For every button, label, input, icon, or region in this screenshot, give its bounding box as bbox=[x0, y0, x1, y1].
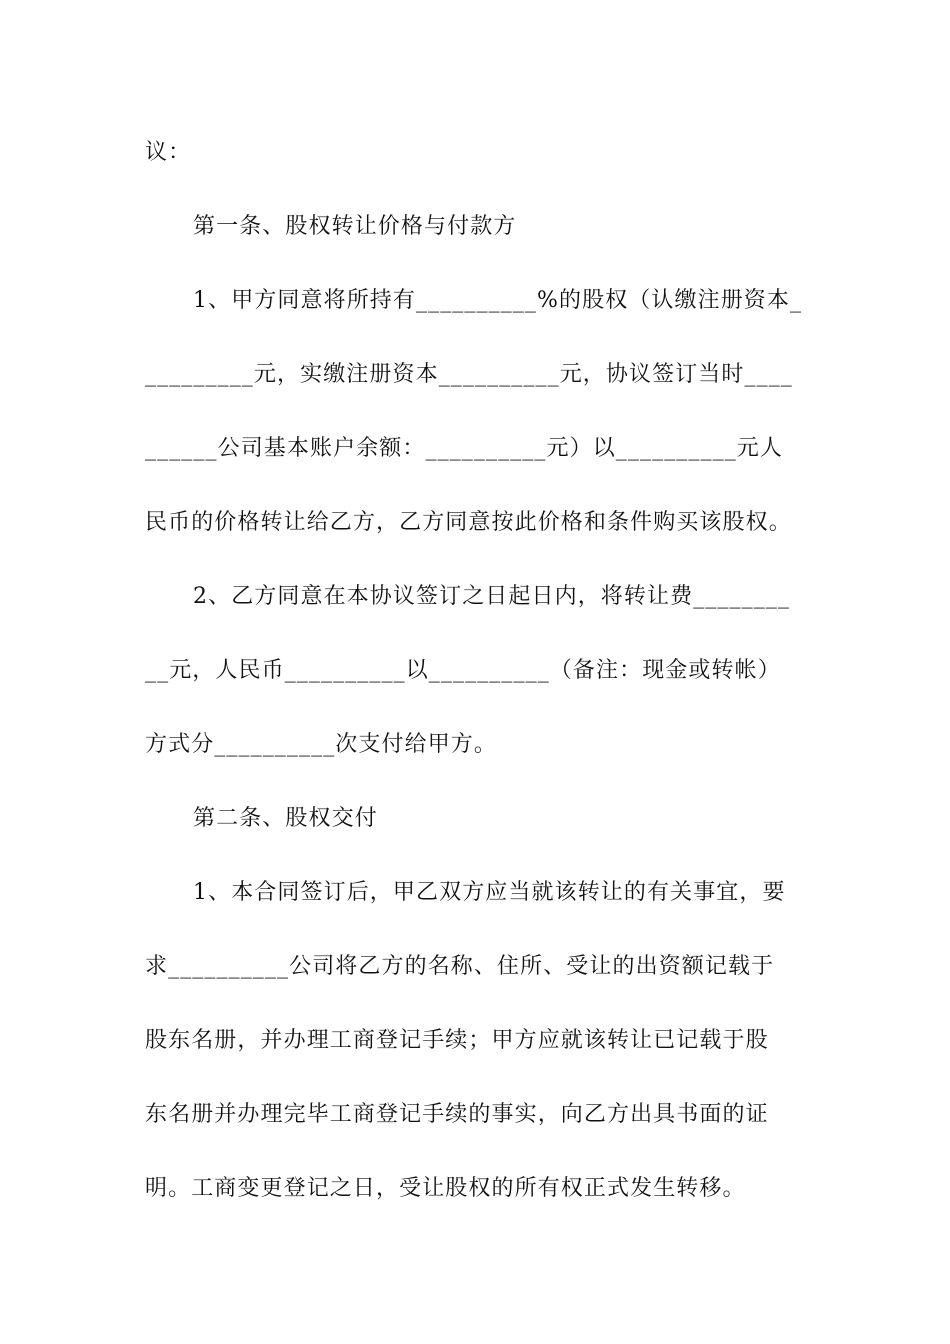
section-heading: 第一条、股权转让价格与付款方 bbox=[193, 214, 517, 239]
section-heading: 第二条、股权交付 bbox=[193, 806, 378, 831]
text-line: 求__________公司将乙方的名称、住所、受让的出资额记载于 bbox=[145, 954, 775, 979]
text-line: 1、甲方同意将所持有__________%的股权（认缴注册资本_ bbox=[193, 288, 803, 313]
text-line: 1、本合同签订后，甲乙双方应当就该转让的有关事宜，要 bbox=[193, 880, 786, 905]
text-line: __元，人民币__________以__________（备注：现金或转帐） bbox=[145, 658, 781, 683]
text-line: 东名册并办理完毕工商登记手续的事实，向乙方出具书面的证 bbox=[145, 1102, 769, 1127]
text-line: ______公司基本账户余额：__________元）以__________元人 bbox=[145, 436, 784, 461]
text-line: 明。工商变更登记之日，受让股权的所有权正式发生转移。 bbox=[145, 1176, 746, 1201]
text-line: 方式分__________次支付给甲方。 bbox=[145, 732, 498, 757]
text-line: 股东名册，并办理工商登记手续；甲方应就该转让已记载于股 bbox=[145, 1028, 769, 1053]
text-line: 民币的价格转让给乙方，乙方同意按此价格和条件购买该股权。 bbox=[145, 510, 792, 535]
text-line: _________元，实缴注册资本__________元，协议签订当时____ bbox=[145, 362, 793, 387]
text-line: 2、乙方同意在本协议签订之日起日内，将转让费________ bbox=[193, 584, 790, 609]
text-line: 议： bbox=[145, 140, 192, 165]
